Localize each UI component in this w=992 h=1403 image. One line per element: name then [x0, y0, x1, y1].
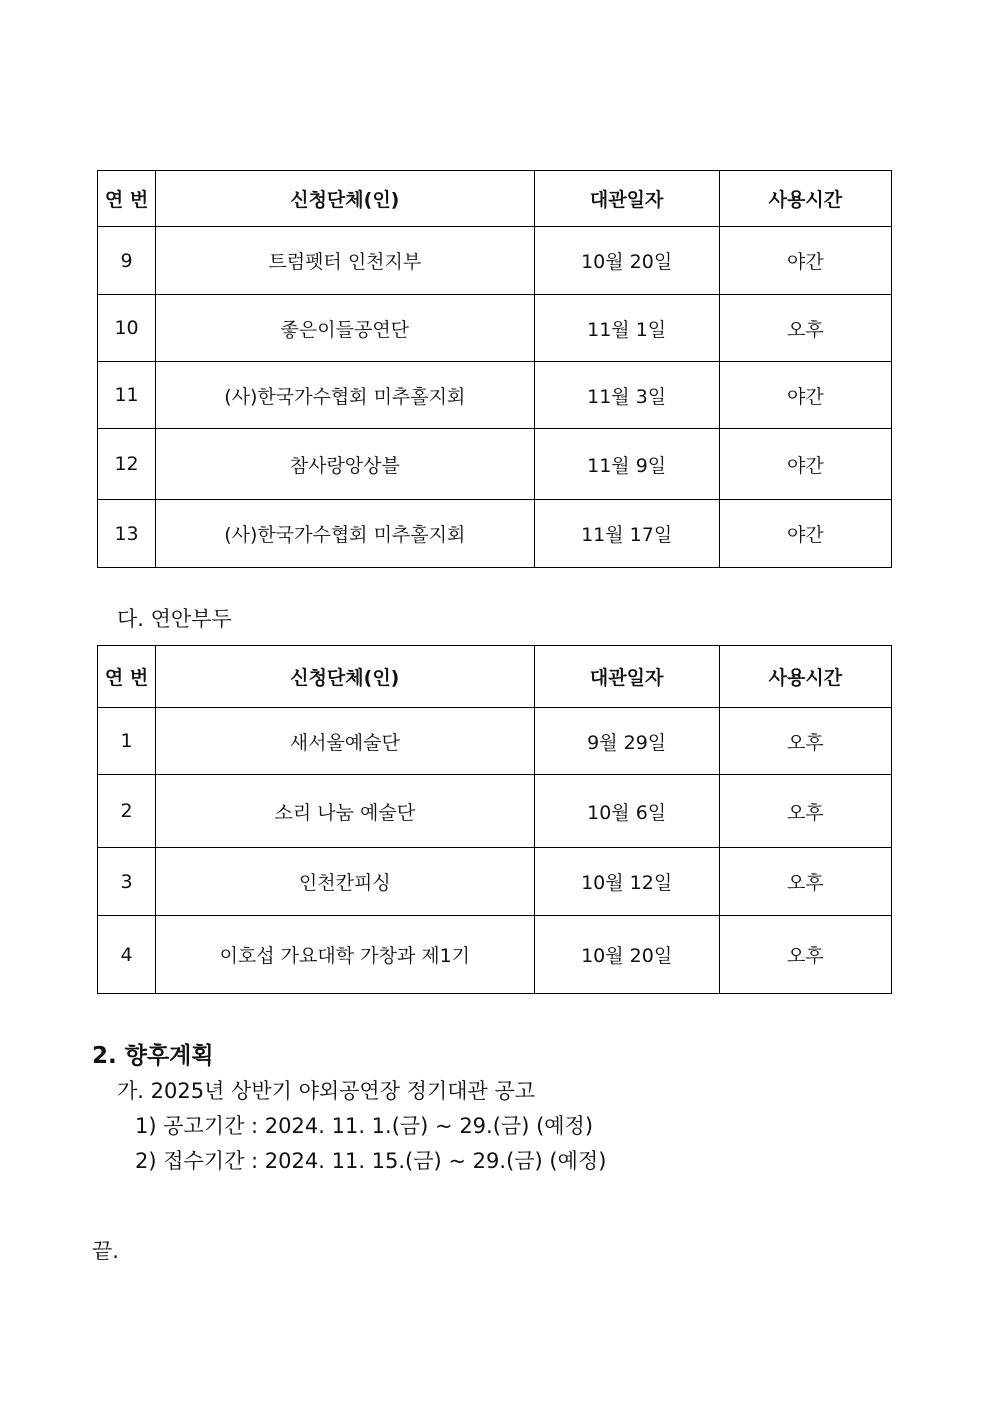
table-header-row	[98, 171, 892, 227]
cell-time: 야간	[719, 362, 891, 429]
plan-sub-1: 1) 공고기간 : 2024. 11. 1.(금) ~ 29.(금) (예정)	[135, 1114, 594, 1138]
section-heading-da: 다. 연안부두	[117, 607, 232, 631]
cell-time: 야간	[719, 429, 891, 500]
end-mark: 끝.	[92, 1239, 119, 1263]
cell-no: 13	[98, 500, 156, 568]
cell-date: 10월 20일	[534, 916, 719, 994]
cell-date: 10월 6일	[534, 775, 719, 848]
cell-time: 야간	[719, 227, 891, 295]
cell-no: 11	[98, 362, 156, 429]
cell-time: 야간	[719, 500, 891, 568]
cell-date: 10월 12일	[534, 848, 719, 916]
cell-no: 12	[98, 429, 156, 500]
header-time: 사용시간	[719, 646, 891, 708]
table-header-row	[98, 646, 892, 708]
table-row	[98, 848, 892, 916]
cell-org: 새서울예술단	[156, 708, 534, 775]
plan-item-ga: 가. 2025년 상반기 야외공연장 정기대관 공고	[117, 1079, 536, 1103]
cell-time: 오후	[719, 295, 891, 362]
cell-time: 오후	[719, 708, 891, 775]
cell-date: 11월 9일	[534, 429, 719, 500]
cell-org: 트럼펫터 인천지부	[156, 227, 534, 295]
plan-heading: 2. 향후계획	[92, 1043, 214, 1069]
cell-time: 오후	[719, 775, 891, 848]
cell-no: 2	[98, 775, 156, 848]
cell-time: 오후	[719, 916, 891, 994]
cell-date: 11월 1일	[534, 295, 719, 362]
cell-no: 4	[98, 916, 156, 994]
cell-org: (사)한국가수협회 미추홀지회	[156, 500, 534, 568]
table-row	[98, 429, 892, 500]
table-row	[98, 775, 892, 848]
cell-time: 오후	[719, 848, 891, 916]
cell-no: 1	[98, 708, 156, 775]
cell-no: 10	[98, 295, 156, 362]
cell-no: 3	[98, 848, 156, 916]
cell-org: (사)한국가수협회 미추홀지회	[156, 362, 534, 429]
table-row	[98, 295, 892, 362]
header-org: 신청단체(인)	[156, 646, 534, 708]
table-row	[98, 362, 892, 429]
table-row	[98, 708, 892, 775]
header-date: 대관일자	[534, 171, 719, 227]
cell-date: 11월 17일	[534, 500, 719, 568]
cell-org: 참사랑앙상블	[156, 429, 534, 500]
table-row	[98, 227, 892, 295]
cell-org: 소리 나눔 예술단	[156, 775, 534, 848]
cell-org: 인천칸피싱	[156, 848, 534, 916]
rental-table-1	[97, 170, 892, 568]
table-row	[98, 916, 892, 994]
rental-table-2	[97, 645, 892, 994]
cell-date: 10월 20일	[534, 227, 719, 295]
header-date: 대관일자	[534, 646, 719, 708]
cell-org: 이호섭 가요대학 가창과 제1기	[156, 916, 534, 994]
table-row	[98, 500, 892, 568]
cell-org: 좋은이들공연단	[156, 295, 534, 362]
header-no: 연 번	[98, 646, 156, 708]
header-time: 사용시간	[719, 171, 891, 227]
header-no: 연 번	[98, 171, 156, 227]
cell-date: 11월 3일	[534, 362, 719, 429]
cell-no: 9	[98, 227, 156, 295]
cell-date: 9월 29일	[534, 708, 719, 775]
plan-sub-2: 2) 접수기간 : 2024. 11. 15.(금) ~ 29.(금) (예정)	[135, 1149, 607, 1173]
header-org: 신청단체(인)	[156, 171, 534, 227]
